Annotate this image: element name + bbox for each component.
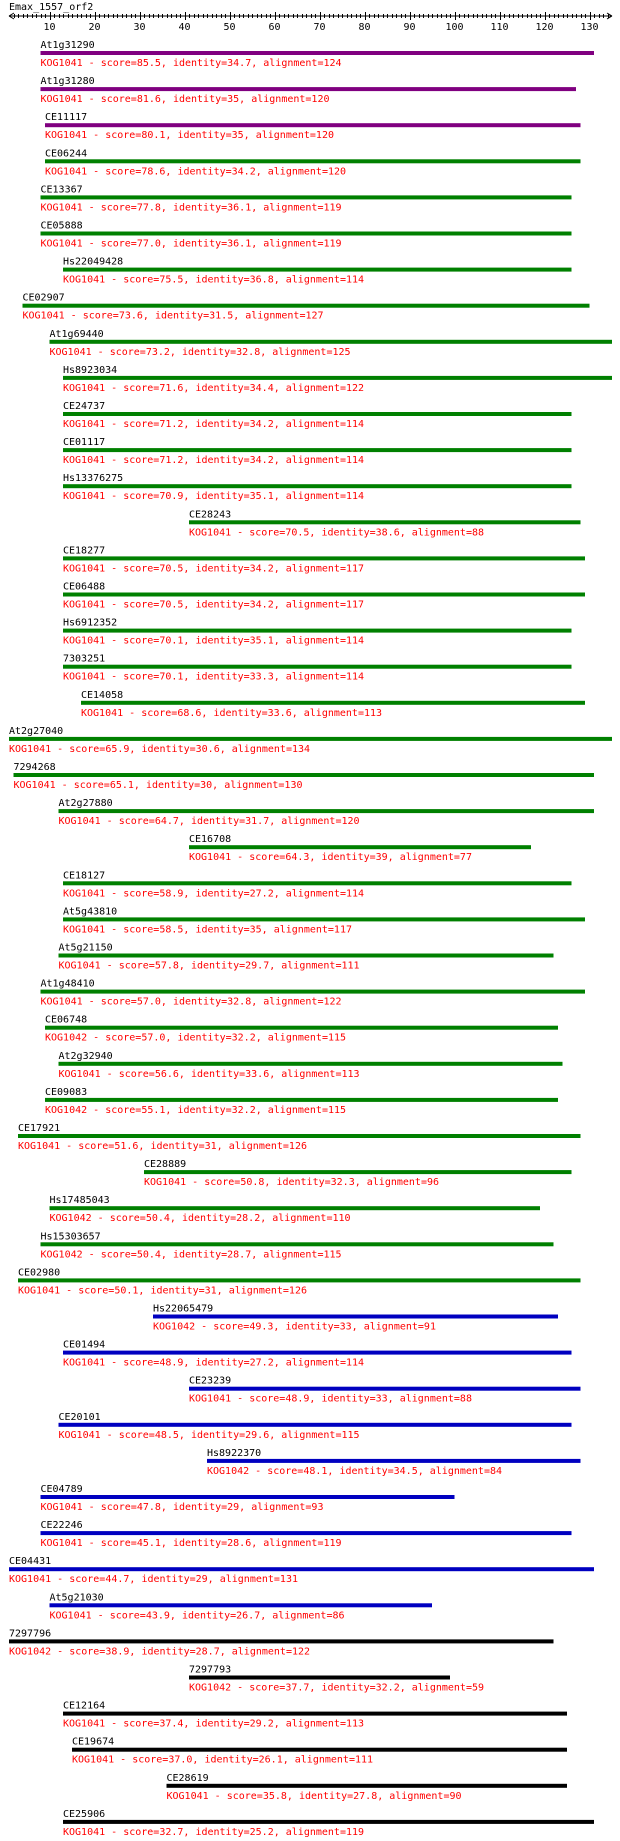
hit-bar[interactable] — [45, 1098, 558, 1102]
hit-bar[interactable] — [189, 1387, 581, 1391]
hit-description: KOG1041 - score=70.1, identity=33.3, alignment=114 — [63, 671, 365, 683]
hit-name[interactable]: Hs8922370 — [207, 1447, 262, 1459]
hit-description: KOG1041 - score=50.1, identity=31, alignment=126 — [18, 1285, 307, 1297]
hit-bar[interactable] — [45, 123, 581, 127]
hit-name[interactable]: Hs17485043 — [49, 1195, 110, 1207]
hit-name[interactable]: At2g27040 — [9, 725, 64, 737]
hit-name[interactable]: CE06488 — [63, 581, 106, 593]
hit-row — [50, 1592, 433, 1621]
hit-bar[interactable] — [207, 1459, 581, 1463]
hit-description: KOG1041 - score=58.9, identity=27.2, alignment=114 — [63, 888, 365, 900]
hit-name[interactable]: 7303251 — [63, 653, 106, 665]
hit-description: KOG1041 - score=48.9, identity=33, alignment=88 — [189, 1393, 472, 1405]
hit-description: KOG1041 - score=73.2, identity=32.8, alignment=125 — [49, 346, 351, 358]
axis-tick-label: 30 — [133, 22, 146, 33]
hit-row — [189, 1665, 484, 1694]
sequence-axis — [9, 12, 612, 33]
hit-bar[interactable] — [59, 954, 554, 958]
hit-description: KOG1041 - score=32.7, identity=25.2, alignment=119 — [63, 1826, 365, 1838]
hit-row — [41, 1484, 455, 1513]
hit-description: KOG1041 - score=64.7, identity=31.7, alignment=120 — [58, 816, 360, 828]
hit-description: KOG1041 - score=64.3, identity=39, alignment=77 — [189, 852, 472, 864]
hit-description: KOG1041 - score=70.5, identity=34.2, alignment=117 — [63, 563, 365, 575]
hit-bar[interactable] — [41, 232, 572, 236]
hit-description: KOG1041 - score=71.2, identity=34.2, alignment=114 — [63, 455, 365, 467]
hit-row — [59, 1051, 563, 1080]
axis-tick-label: 70 — [313, 22, 326, 33]
hit-name[interactable]: CE22246 — [40, 1520, 83, 1532]
hit-row — [41, 1231, 554, 1260]
hit-row — [63, 365, 612, 394]
hit-bar[interactable] — [63, 484, 572, 488]
hit-bar[interactable] — [59, 1423, 572, 1427]
hit-bar[interactable] — [63, 629, 572, 633]
hit-name[interactable]: CE25906 — [63, 1808, 106, 1820]
hit-name[interactable]: Hs15303657 — [40, 1231, 101, 1243]
hit-row — [9, 726, 612, 755]
hit-bar[interactable] — [81, 701, 585, 705]
hit-description: KOG1042 - score=37.7, identity=32.2, alignment=59 — [189, 1682, 485, 1694]
hit-description: KOG1041 - score=43.9, identity=26.7, alignment=86 — [49, 1610, 345, 1622]
hit-bar[interactable] — [63, 1712, 567, 1716]
hit-list — [9, 40, 612, 1838]
hit-bar[interactable] — [189, 1676, 450, 1680]
hit-name[interactable]: At1g69440 — [49, 328, 104, 340]
hit-name[interactable]: CE05888 — [40, 220, 83, 232]
hit-bar[interactable] — [63, 376, 612, 380]
hit-name[interactable]: CE16708 — [189, 834, 232, 846]
hit-name[interactable]: CE20101 — [58, 1411, 101, 1423]
hit-bar[interactable] — [41, 51, 595, 55]
hit-row — [41, 40, 595, 69]
hit-name[interactable]: CE14058 — [81, 689, 124, 701]
hit-row — [63, 1809, 594, 1838]
hit-bar[interactable] — [41, 1242, 554, 1246]
hit-description: KOG1042 - score=48.1, identity=34.5, alignment=84 — [207, 1465, 503, 1477]
hit-name[interactable]: Hs6912352 — [63, 617, 118, 629]
hit-bar[interactable] — [18, 1134, 581, 1138]
hit-description: KOG1041 - score=48.5, identity=29.6, alignment=115 — [58, 1429, 360, 1441]
hit-row — [50, 329, 613, 358]
hit-description: KOG1041 - score=58.5, identity=35, alignment=117 — [63, 924, 352, 936]
hit-bar[interactable] — [9, 737, 612, 741]
hit-name[interactable]: Hs8923034 — [63, 364, 118, 376]
hit-bar[interactable] — [41, 195, 572, 199]
hit-bar[interactable] — [41, 990, 586, 994]
hit-bar[interactable] — [153, 1315, 558, 1319]
hit-row — [207, 1448, 581, 1477]
hit-description: KOG1041 - score=70.9, identity=35.1, alignment=114 — [63, 491, 365, 503]
hit-row — [41, 979, 586, 1008]
hit-name[interactable]: CE19674 — [72, 1736, 115, 1748]
hit-name[interactable]: 7297793 — [189, 1664, 232, 1676]
hit-description: KOG1042 - score=49.3, identity=33, alignment=91 — [153, 1321, 436, 1333]
hit-row — [63, 1340, 572, 1369]
hit-description: KOG1042 - score=55.1, identity=32.2, alignment=115 — [45, 1104, 347, 1116]
hit-name[interactable]: CE02980 — [18, 1267, 61, 1279]
hit-bar[interactable] — [9, 1639, 554, 1643]
hit-bar[interactable] — [45, 159, 581, 163]
hit-bar[interactable] — [167, 1784, 568, 1788]
hit-bar[interactable] — [9, 1567, 594, 1571]
axis-tick-label: 40 — [178, 22, 191, 33]
hit-name[interactable]: At2g27880 — [58, 798, 113, 810]
hit-description: KOG1041 - score=37.4, identity=29.2, alignment=113 — [63, 1718, 365, 1730]
query-title: Emax_1557_orf2 — [9, 2, 94, 13]
hit-name[interactable]: At1g31280 — [40, 76, 95, 88]
hit-row — [45, 1015, 558, 1044]
hit-description: KOG1041 - score=75.5, identity=36.8, alignment=114 — [63, 274, 365, 286]
hit-name[interactable]: CE04789 — [40, 1484, 83, 1495]
hit-row — [63, 437, 572, 466]
hit-row — [189, 834, 531, 863]
hit-row — [63, 618, 572, 647]
hit-row — [72, 1737, 567, 1766]
hit-bar[interactable] — [23, 304, 590, 308]
hit-row — [23, 293, 590, 322]
hit-description: KOG1041 - score=68.6, identity=33.6, alignment=113 — [81, 707, 383, 719]
hit-description: KOG1041 - score=50.8, identity=32.3, alignment=96 — [144, 1177, 440, 1189]
hit-description: KOG1041 - score=71.2, identity=34.2, alignment=114 — [63, 419, 365, 430]
hit-bar[interactable] — [72, 1748, 567, 1752]
hit-name[interactable]: CE06244 — [45, 148, 88, 160]
hit-name[interactable]: CE23239 — [189, 1375, 232, 1387]
hit-row — [41, 184, 572, 213]
hit-description: KOG1041 - score=37.0, identity=26.1, alignment=111 — [72, 1754, 374, 1766]
hit-description: KOG1041 - score=73.6, identity=31.5, alignment=127 — [22, 310, 324, 322]
hit-bar[interactable] — [41, 1495, 455, 1499]
hit-description: KOG1041 - score=56.6, identity=33.6, alignment=113 — [58, 1068, 360, 1080]
hit-name[interactable]: CE04431 — [9, 1556, 52, 1568]
hit-name[interactable]: CE24737 — [63, 401, 106, 412]
hit-description: KOG1041 - score=35.8, identity=27.8, alignment=90 — [166, 1790, 462, 1802]
axis-tick-label: 60 — [268, 22, 281, 33]
hit-description: KOG1041 - score=77.8, identity=36.1, alignment=119 — [40, 202, 342, 214]
hit-row — [63, 401, 572, 430]
hit-row — [63, 257, 572, 286]
hit-row — [167, 1773, 568, 1802]
hit-row — [63, 1701, 567, 1730]
hit-name[interactable]: Hs22065479 — [153, 1303, 214, 1315]
hit-name[interactable]: 7294268 — [13, 762, 56, 773]
hit-bar[interactable] — [63, 1820, 594, 1824]
hit-name[interactable]: 7297796 — [9, 1628, 52, 1640]
hit-name[interactable]: CE13367 — [40, 184, 83, 196]
hit-bar[interactable] — [144, 1170, 572, 1174]
hit-row — [63, 870, 572, 899]
hit-name[interactable]: CE11117 — [45, 112, 88, 124]
hit-row — [41, 221, 572, 250]
hit-description: KOG1041 - score=78.6, identity=34.2, alignment=120 — [45, 166, 347, 178]
hit-bar[interactable] — [63, 917, 585, 921]
axis-tick-label: 10 — [43, 22, 56, 33]
hit-name[interactable]: CE12164 — [63, 1700, 106, 1712]
hit-row — [81, 690, 585, 719]
hit-bar[interactable] — [63, 665, 572, 669]
hit-description: KOG1041 - score=44.7, identity=29, alignment=131 — [9, 1574, 298, 1586]
hit-bar[interactable] — [63, 556, 585, 560]
hit-name[interactable]: At2g32940 — [58, 1050, 113, 1062]
hit-bar[interactable] — [45, 1026, 558, 1030]
hit-row — [144, 1159, 572, 1188]
hit-name[interactable]: CE18277 — [63, 545, 106, 557]
hit-name[interactable]: CE06748 — [45, 1014, 88, 1026]
hit-description: KOG1041 - score=70.5, identity=34.2, alignment=117 — [63, 599, 365, 611]
hit-bar[interactable] — [63, 881, 572, 885]
hit-description: KOG1041 - score=70.5, identity=38.6, alignment=88 — [189, 527, 485, 539]
hit-name[interactable]: CE28243 — [189, 509, 232, 521]
hit-row — [18, 1123, 581, 1152]
hit-bar[interactable] — [50, 1206, 541, 1210]
hit-row — [63, 582, 585, 611]
hit-row — [63, 473, 572, 502]
hit-name[interactable]: Hs13376275 — [63, 473, 124, 485]
hit-bar[interactable] — [59, 809, 595, 813]
hit-description: KOG1041 - score=80.1, identity=35, alignment=120 — [45, 130, 334, 142]
hit-bar[interactable] — [63, 1351, 572, 1355]
hit-description: KOG1041 - score=51.6, identity=31, alignment=126 — [18, 1141, 307, 1152]
hit-name[interactable]: CE17921 — [18, 1123, 61, 1134]
hit-bar[interactable] — [63, 593, 585, 597]
hit-description: KOG1042 - score=57.0, identity=32.2, alignment=115 — [45, 1032, 347, 1044]
hit-name[interactable]: At1g31290 — [40, 40, 95, 51]
hit-row — [63, 654, 572, 683]
hit-description: KOG1042 - score=50.4, identity=28.7, alignment=115 — [40, 1249, 342, 1261]
hit-bar[interactable] — [59, 1062, 563, 1066]
hit-bar[interactable] — [41, 87, 577, 91]
hit-row — [153, 1304, 558, 1333]
hit-description: KOG1041 - score=81.6, identity=35, alignment=120 — [40, 94, 330, 106]
hit-row — [9, 1628, 554, 1657]
hit-bar[interactable] — [14, 773, 595, 777]
hit-row — [9, 1556, 594, 1585]
hit-description: KOG1041 - score=57.0, identity=32.8, alignment=122 — [40, 996, 342, 1008]
hit-row — [63, 906, 585, 935]
hit-description: KOG1041 - score=47.8, identity=29, alignment=93 — [40, 1502, 324, 1513]
hit-description: KOG1041 - score=70.1, identity=35.1, alignment=114 — [63, 635, 365, 647]
hit-row — [18, 1267, 581, 1296]
hit-name[interactable]: At5g21150 — [58, 942, 113, 954]
hit-name[interactable]: CE28889 — [144, 1159, 187, 1171]
axis-tick-label: 50 — [223, 22, 236, 33]
hit-bar[interactable] — [63, 268, 572, 272]
axis-tick-label: 20 — [88, 22, 101, 33]
hit-bar[interactable] — [189, 845, 531, 849]
hit-bar[interactable] — [63, 448, 572, 452]
hit-bar[interactable] — [41, 1531, 572, 1535]
hit-name[interactable]: CE28619 — [166, 1772, 209, 1784]
hit-bar[interactable] — [18, 1278, 581, 1282]
hit-row — [14, 762, 595, 791]
hit-row — [63, 545, 585, 574]
hit-name[interactable]: CE01117 — [63, 437, 106, 449]
hit-name[interactable]: CE02907 — [22, 292, 65, 304]
hit-name[interactable]: CE18127 — [63, 870, 106, 882]
hit-row — [189, 1376, 581, 1405]
hit-bar[interactable] — [189, 520, 581, 524]
hit-row — [41, 76, 577, 105]
hit-row — [41, 1520, 572, 1549]
hit-row — [45, 1087, 558, 1116]
axis-tick-label: 120 — [535, 22, 554, 33]
axis-tick-label: 80 — [358, 22, 371, 33]
hit-name[interactable]: Hs22049428 — [63, 256, 124, 268]
hit-name[interactable]: At5g43810 — [63, 906, 118, 918]
hit-description: KOG1041 - score=65.1, identity=30, alignment=130 — [13, 780, 303, 791]
hit-row — [189, 509, 581, 538]
hit-description: KOG1041 - score=45.1, identity=28.6, alignment=119 — [40, 1538, 342, 1550]
hit-name[interactable]: At5g21030 — [49, 1592, 104, 1604]
axis-tick-label: 90 — [403, 22, 416, 33]
hit-description: KOG1042 - score=50.4, identity=28.2, alignment=110 — [49, 1213, 351, 1225]
hit-name[interactable]: CE01494 — [63, 1339, 106, 1351]
hit-description: KOG1041 - score=77.0, identity=36.1, alignment=119 — [40, 238, 342, 250]
hit-row — [59, 798, 595, 827]
hit-row — [50, 1195, 541, 1224]
hit-description: KOG1041 - score=48.9, identity=27.2, alignment=114 — [63, 1357, 365, 1369]
hit-description: KOG1041 - score=71.6, identity=34.4, alignment=122 — [63, 382, 365, 394]
hit-description: KOG1041 - score=65.9, identity=30.6, alignment=134 — [9, 743, 311, 755]
axis-tick-label: 130 — [580, 22, 599, 33]
hit-row — [45, 148, 581, 177]
hit-bar[interactable] — [63, 412, 572, 416]
hit-bar[interactable] — [50, 1603, 433, 1607]
hit-name[interactable]: CE09083 — [45, 1086, 88, 1098]
hit-name[interactable]: At1g48410 — [40, 978, 95, 990]
axis-tick-label: 100 — [445, 22, 464, 33]
hit-row — [59, 1412, 572, 1441]
hit-description: KOG1041 - score=57.8, identity=29.7, alignment=111 — [58, 960, 360, 972]
hit-row — [45, 112, 581, 141]
hit-description: KOG1042 - score=38.9, identity=28.7, alignment=122 — [9, 1646, 311, 1658]
axis-tick-label: 110 — [490, 22, 509, 33]
hit-description: KOG1041 - score=85.5, identity=34.7, alignment=124 — [40, 58, 342, 69]
hit-row — [59, 943, 554, 972]
hit-bar[interactable] — [50, 340, 613, 344]
